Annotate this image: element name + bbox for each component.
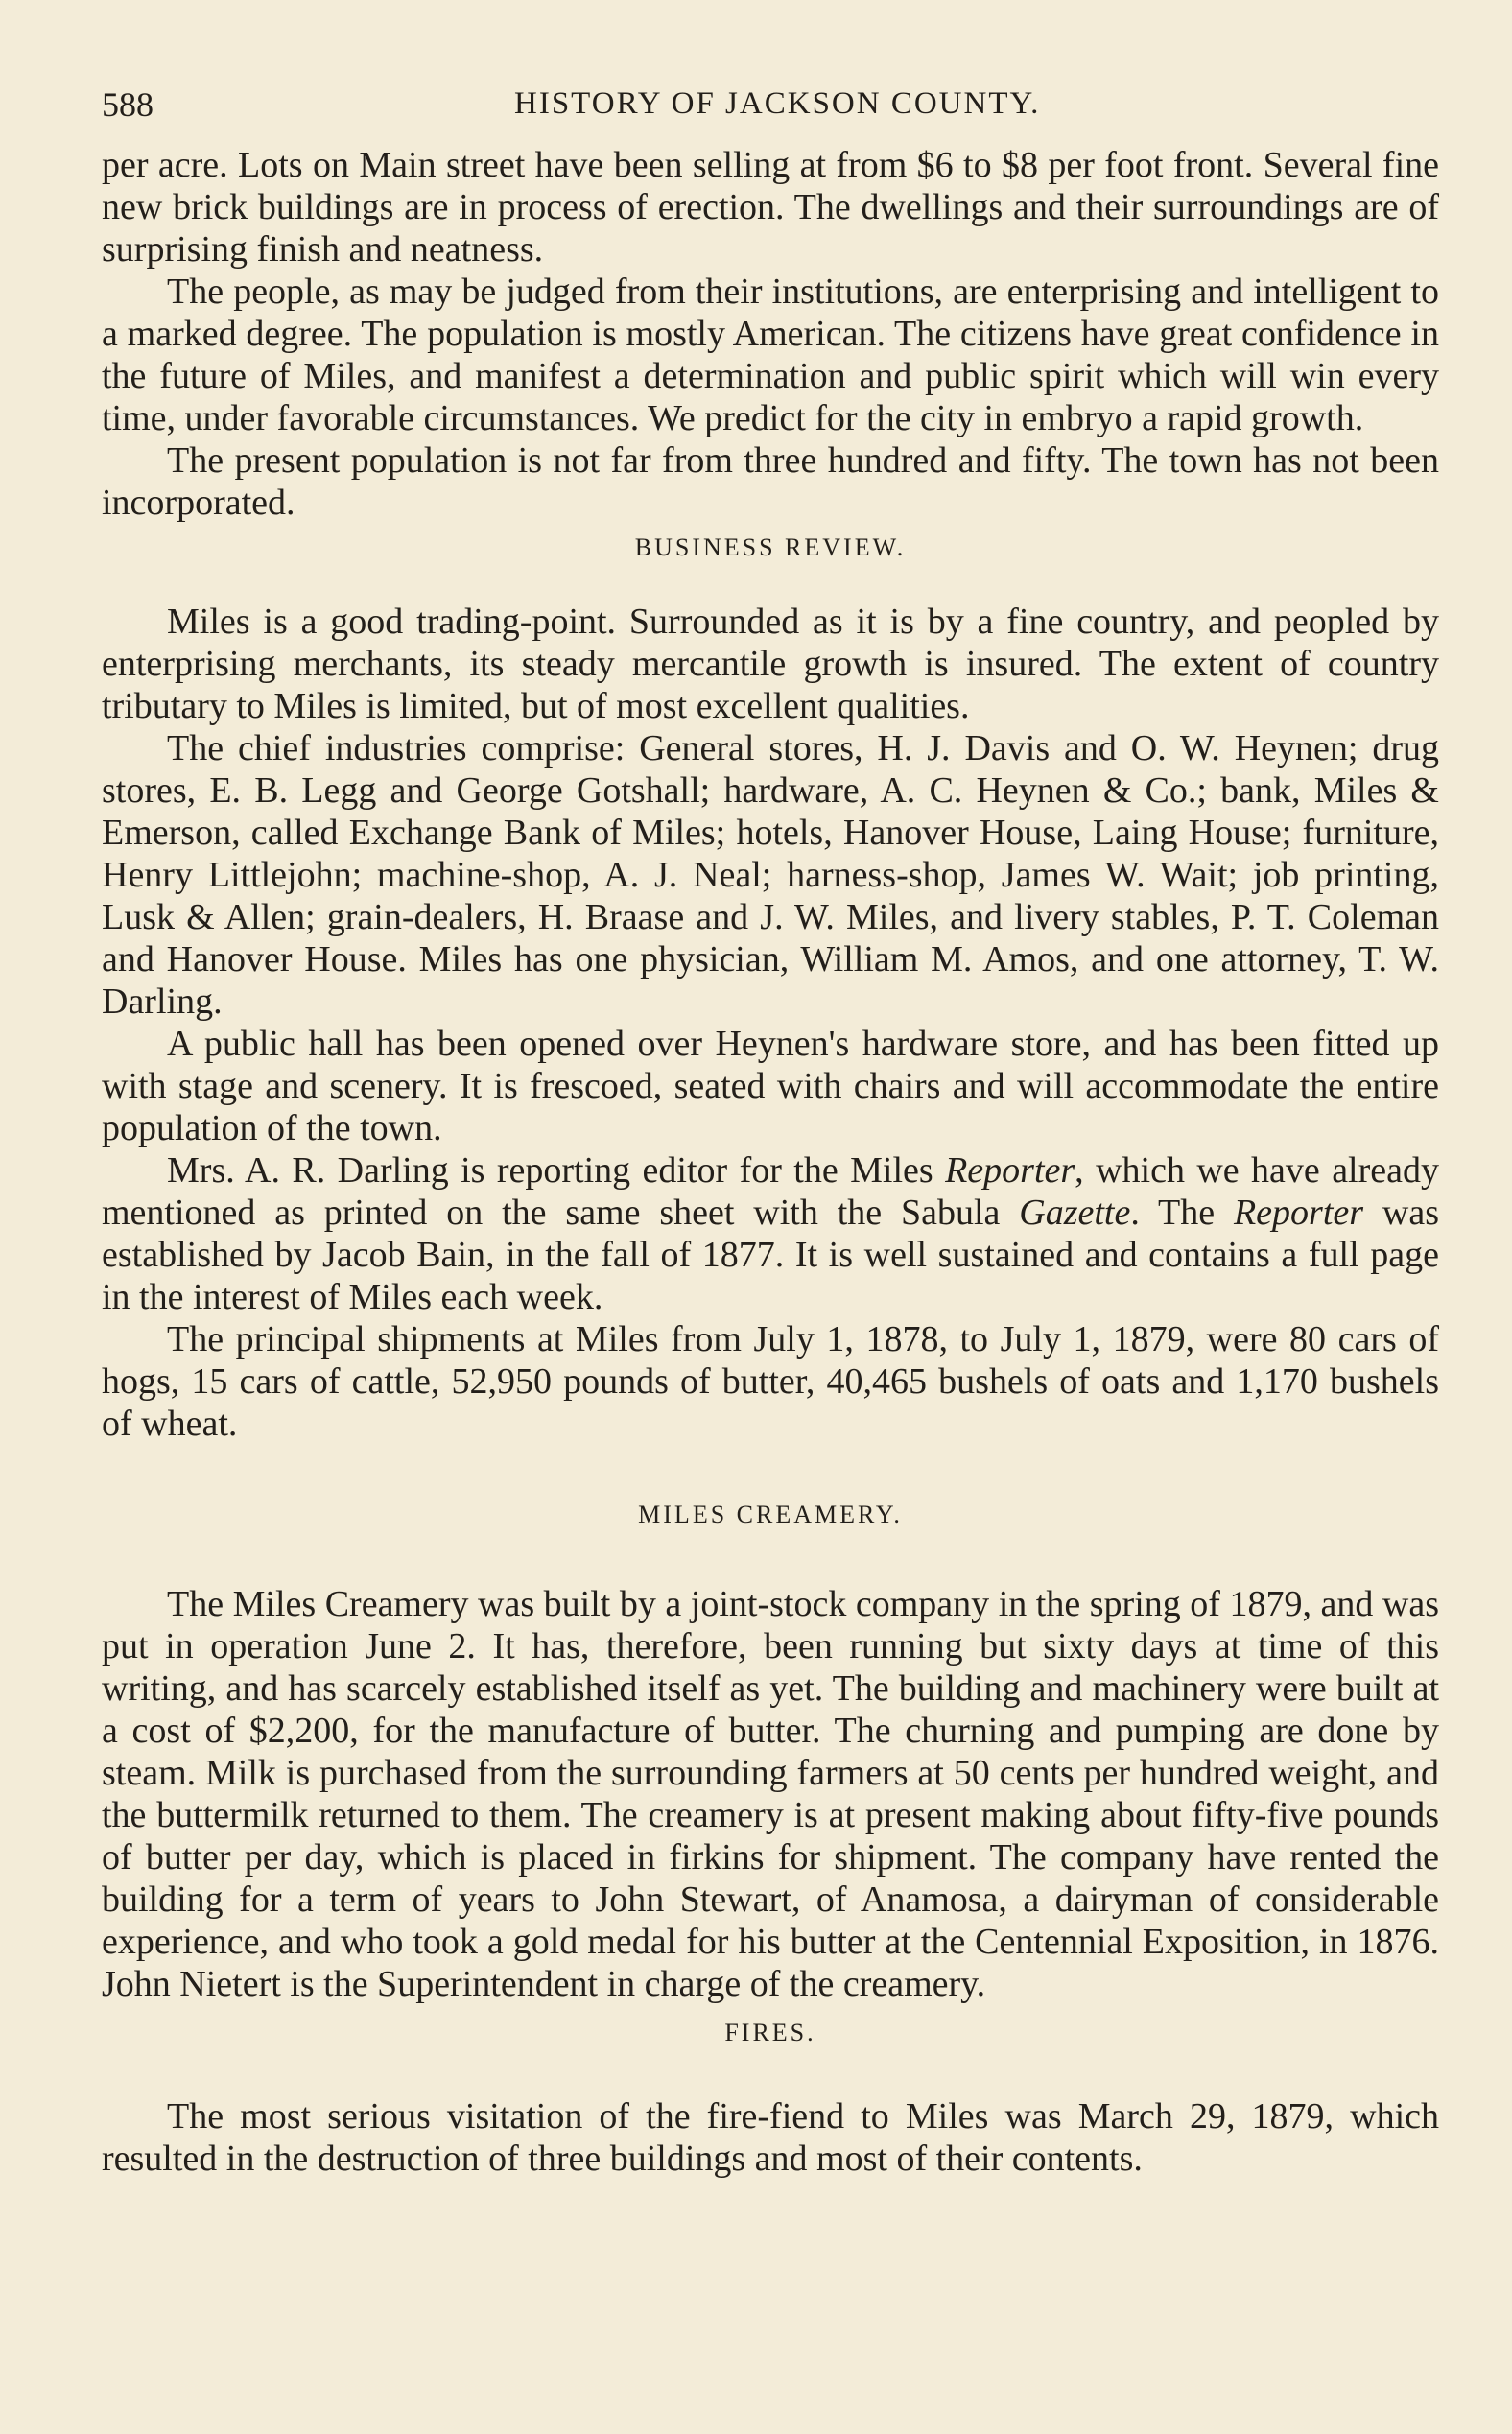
running-head: [102, 77, 1439, 144]
running-title: HISTORY OF JACKSON COUNTY.: [514, 86, 1041, 121]
gazette-title: Gazette: [1019, 1193, 1131, 1233]
paragraph-reporter: [102, 1149, 1439, 1318]
paragraph-public-hall: A public hall has been opened over Heynen's hardware store, and has been fitted up with stage and scenery. It is frescoed, seated with chairs and will accommodate the entire population of the town.: [102, 1024, 1439, 1148]
reporter-text-3: . The: [1130, 1193, 1234, 1233]
paragraph-shipments: The principal shipments at Miles from July 1, 1878, to July 1, 1879, were 80 cars of hogs, 15 cars of cattle, 52,950 pounds of butter, 40,465 bushels of oats and 1,170 bushels of wheat.: [102, 1319, 1439, 1444]
reporter-text-2: , which we have already mentioned as printed on the same sheet with the Sabula: [102, 1150, 1440, 1233]
page-number: 588: [102, 85, 154, 124]
paragraph-trading-point: Miles is a good trading-point. Surrounded as it is by a fine country, and peopled by enterprising merchants, its steady mercantile growth is insured. The extent of country tributary to Miles is limited, but of most excellent qualities.: [102, 602, 1439, 726]
paragraph-population: The present population is not far from three hundred and fifty. The town has not been incorporated.: [102, 440, 1439, 523]
heading-miles-creamery: MILES CREAMERY.: [638, 1501, 903, 1528]
reporter-title-2: Reporter: [1233, 1193, 1364, 1233]
paragraph-industries: The chief industries comprise: General stores, H. J. Davis and O. W. Heynen; drug stores, E. B. Legg and George Gotshall; hardware, A. C. Heynen & Co.; bank, Miles & Emerson, called Exchange Bank of Miles; hotels, Hanover House, Laing House; furniture, Henry Littlejohn; machine-shop, A. J. Neal; harness-shop, James W. Wait; job printing, Lusk & Allen; grain-dealers, H. Braase and J. W. Miles, and livery stables, P. T. Coleman and Hanover House. Miles has one physician, William M. Amos, and one attorney, T. W. Darling.: [102, 728, 1439, 1022]
reporter-text-1: Mrs. A. R. Darling is reporting editor for the Miles: [167, 1150, 946, 1191]
paragraph-creamery: The Miles Creamery was built by a joint-stock company in the spring of 1879, and was put in operation June 2. It has, therefore, been running but sixty days at time of this writing, and has scarcely established itself as yet. The building and machinery were built at a cost of $2,200, for the manufacture of butter. The churning and pumping are done by steam. Milk is purchased from the surrounding farmers at 50 cents per hundred weight, and the buttermilk returned to them. The creamery is at present making about fifty-five pounds of butter per day, which is placed in firkins for shipment. The company have rented the building for a term of years to John Stewart, of Anamosa, a dairyman of considerable experience, and who took a gold medal for his butter at the Centennial Exposition, in 1876. John Nietert is the Superintendent in charge of the creamery.: [102, 1584, 1439, 2004]
heading-business-review: BUSINESS REVIEW.: [634, 533, 907, 561]
reporter-text-4: was established by Jacob Bain, in the fall of 1877. It is well sustained and contains a full page in the interest of Miles each week.: [102, 1193, 1439, 1317]
paragraph-lots: per acre. Lots on Main street have been selling at from $6 to $8 per foot front. Several fine new brick buildings are in process of erection. The dwellings and their surroundings are of surprising finish and neatness.: [102, 145, 1439, 270]
paragraph-fires: The most serious visitation of the fire-fiend to Miles was March 29, 1879, which resulted in the destruction of three buildings and most of their contents.: [102, 2096, 1439, 2179]
heading-fires: FIRES.: [724, 2019, 816, 2046]
paragraph-people: The people, as may be judged from their institutions, are enterprising and intelligent to a marked degree. The population is mostly American. The citizens have great confidence in the future of Miles, and manifest a determination and public spirit which will win every time, under favorable circumstances. We predict for the city in embryo a rapid growth.: [102, 272, 1439, 438]
reporter-title-1: Reporter: [945, 1150, 1075, 1191]
